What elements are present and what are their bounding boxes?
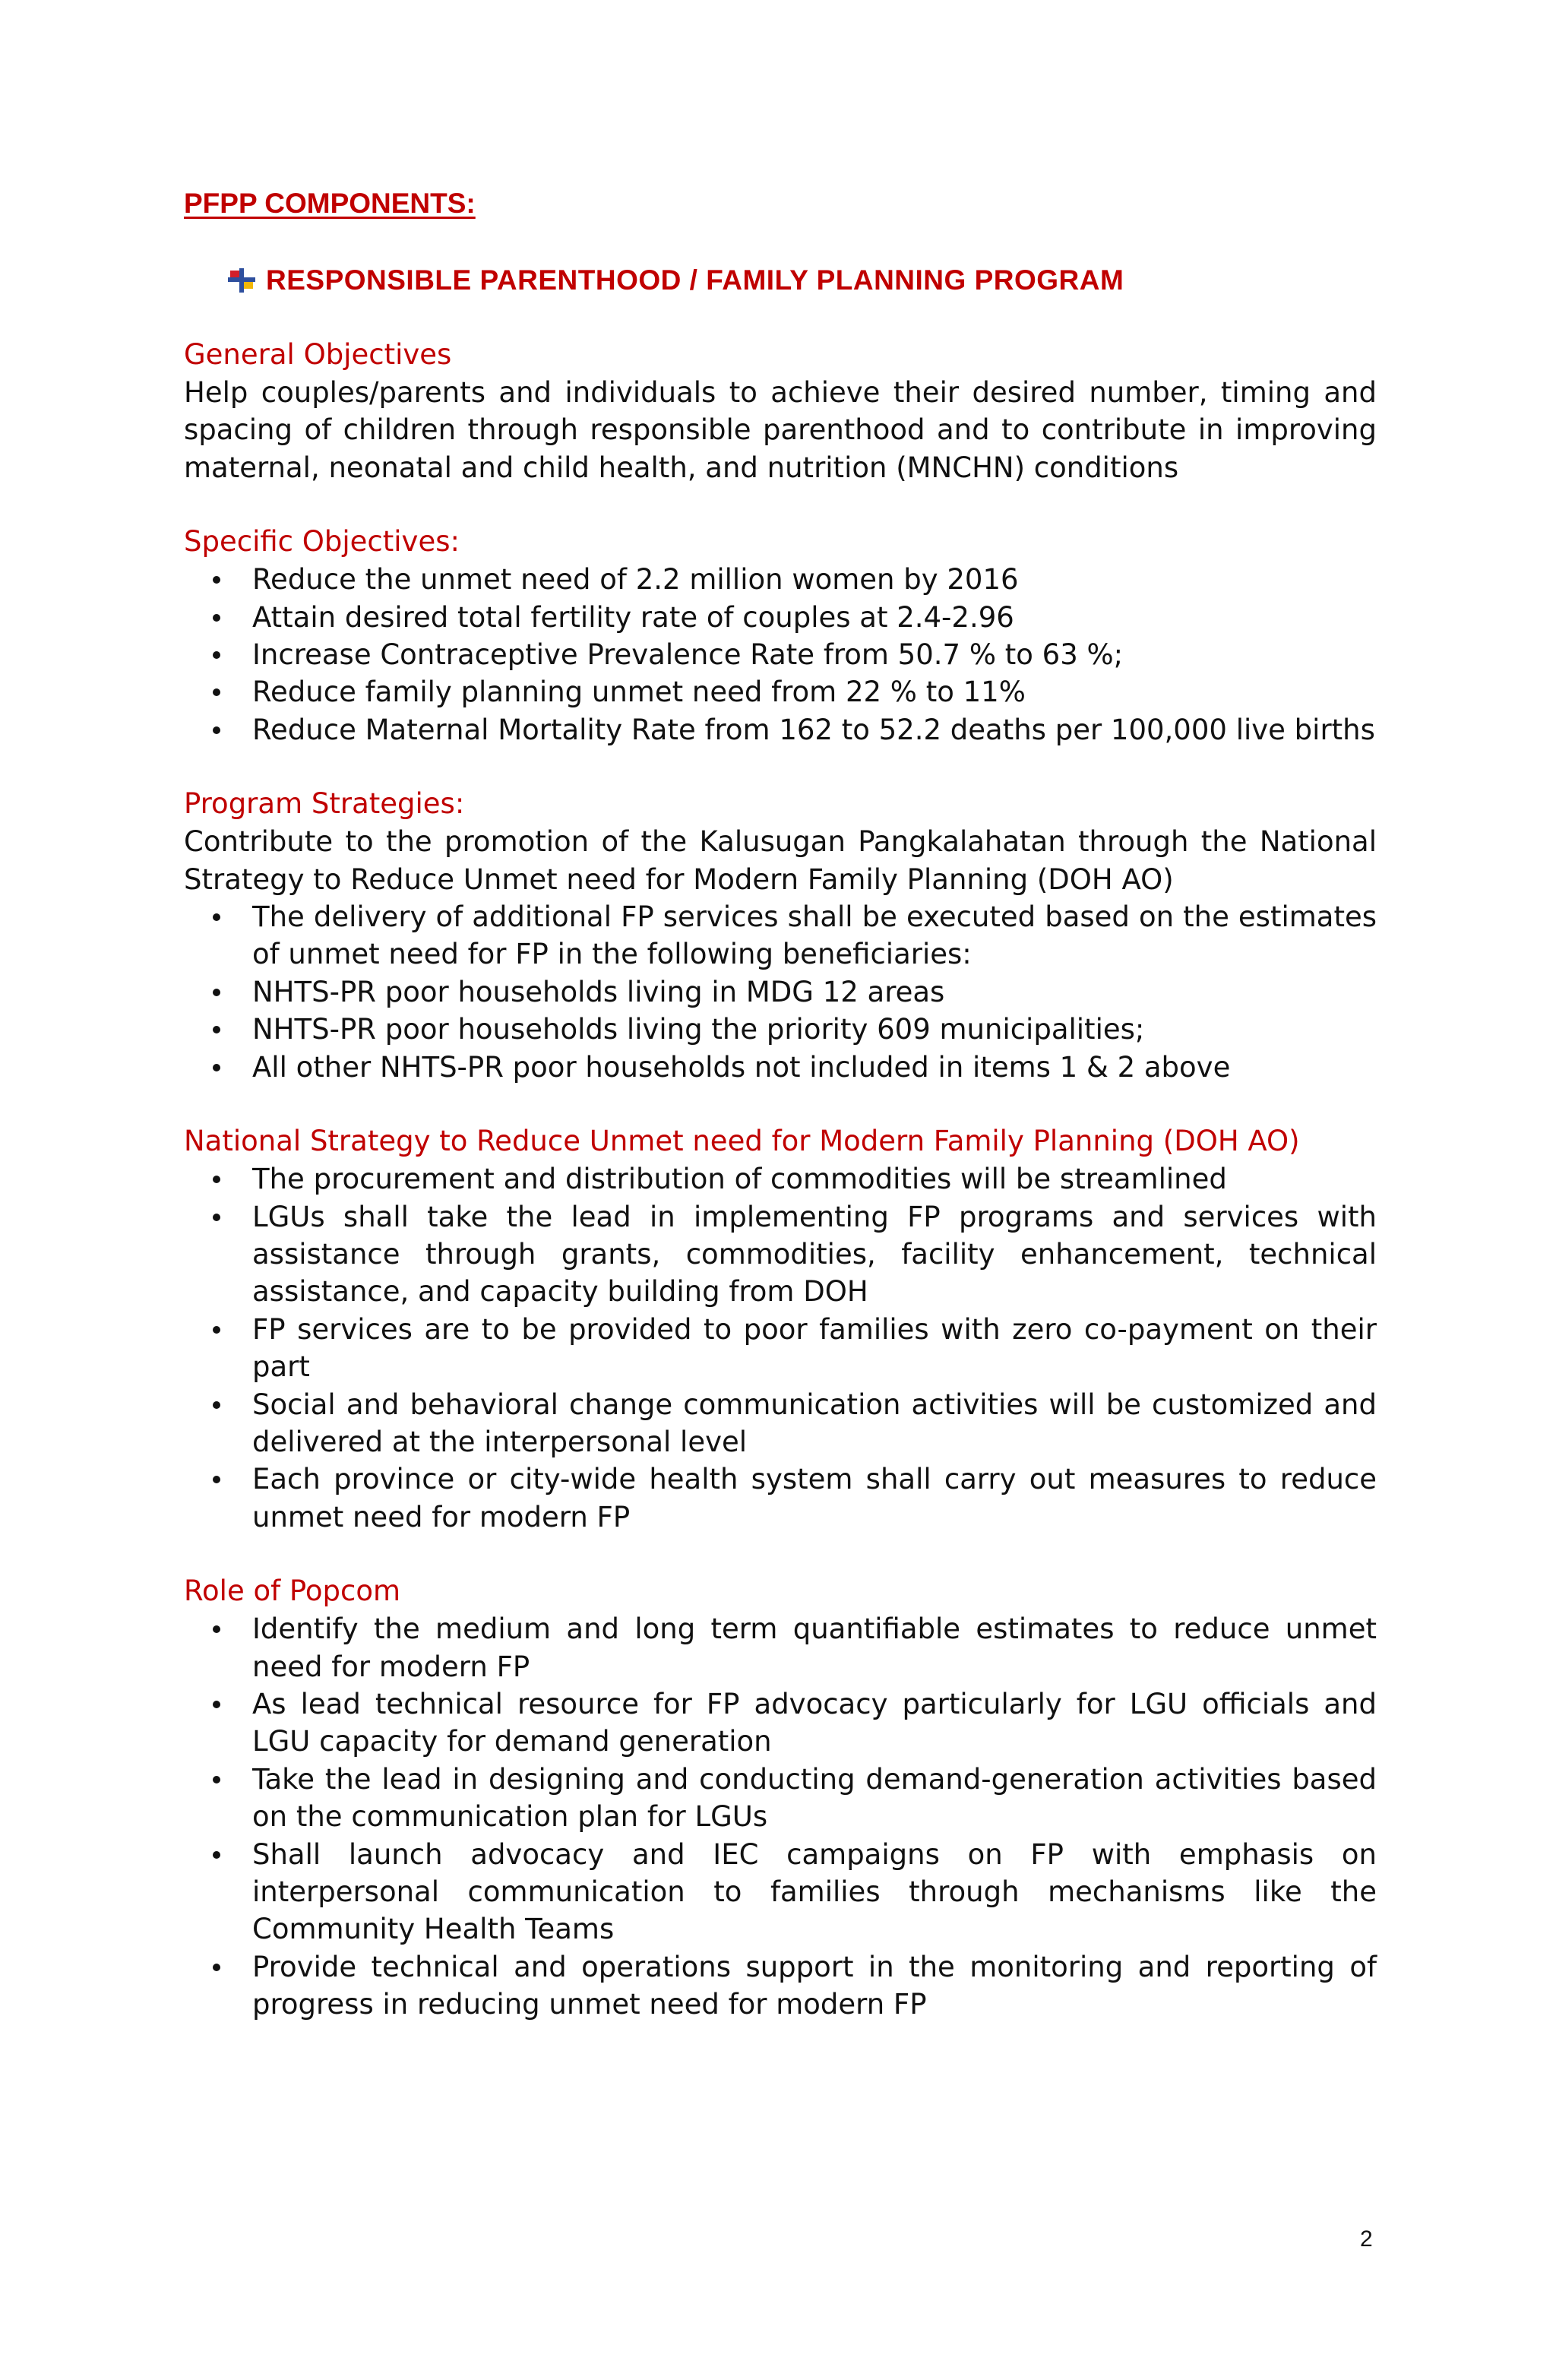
program-title: RESPONSIBLE PARENTHOOD / FAMILY PLANNING PROGRAM — [266, 264, 1124, 296]
list-item: Shall launch advocacy and IEC campaigns on FP with emphasis on interpersonal communication to families through mechanisms like the Community Health Teams — [252, 1836, 1377, 1948]
list-item: As lead technical resource for FP advocacy particularly for LGU officials and LGU capacity for demand generation — [252, 1685, 1377, 1761]
specific-objectives-heading: Specific Objectives: — [184, 525, 460, 559]
list-item: Reduce the unmet need of 2.2 million women by 2016 — [252, 561, 1377, 598]
list-item: Each province or city-wide health system shall carry out measures to reduce unmet need for modern FP — [252, 1461, 1377, 1536]
list-item: Increase Contraceptive Prevalence Rate from 50.7 % to 63 %; — [252, 636, 1377, 673]
list-item: LGUs shall take the lead in implementing FP programs and services with assistance through grants, commodities, facility enhancement, technical assistance, and capacity building from DOH — [252, 1198, 1377, 1311]
national-strategy-list — [184, 1160, 1377, 1536]
list-item: Reduce family planning unmet need from 22 % to 11% — [252, 673, 1377, 711]
list-item: Reduce Maternal Mortality Rate from 162 to 52.2 deaths per 100,000 live births — [252, 711, 1377, 748]
list-item: The delivery of additional FP services shall be executed based on the estimates of unmet need for FP in the following beneficiaries: — [252, 898, 1377, 973]
specific-objectives-list — [184, 561, 1377, 748]
main-heading: PFPP COMPONENTS: — [184, 188, 476, 219]
list-item: Provide technical and operations support in the monitoring and reporting of progress in reducing unmet need for modern FP — [252, 1948, 1377, 2024]
list-item: Take the lead in designing and conducting demand-generation activities based on the communication plan for LGUs — [252, 1761, 1377, 1836]
list-item: NHTS-PR poor households living in MDG 12 areas — [252, 973, 1377, 1011]
program-row — [228, 261, 1377, 299]
role-of-popcom-list — [184, 1610, 1377, 2023]
list-item: The procurement and distribution of commodities will be streamlined — [252, 1160, 1377, 1198]
bullet-flag-icon — [228, 268, 255, 293]
list-item: FP services are to be provided to poor families with zero co-payment on their part — [252, 1311, 1377, 1386]
program-strategies-text: Contribute to the promotion of the Kalusugan Pangkalahatan through the National Strategy to Reduce Unmet need for Modern Family Planning (DOH AO) — [184, 825, 1377, 896]
general-objectives-heading: General Objectives — [184, 338, 452, 371]
list-item: All other NHTS-PR poor households not included in items 1 & 2 above — [252, 1049, 1377, 1086]
program-strategies-heading: Program Strategies: — [184, 787, 465, 821]
page-number: 2 — [1360, 2227, 1373, 2252]
list-item: Attain desired total fertility rate of couples at 2.4-2.96 — [252, 599, 1377, 636]
program-strategies-list — [184, 898, 1377, 1086]
national-strategy-heading: National Strategy to Reduce Unmet need for Modern Family Planning (DOH AO) — [184, 1125, 1300, 1158]
general-objectives-text: Help couples/parents and individuals to achieve their desired number, timing and spacing of children through responsible parenthood and to contribute in improving maternal, neonatal and child health, and nutrition (MNCHN) conditions — [184, 376, 1377, 484]
list-item: Identify the medium and long term quantifiable estimates to reduce unmet need for modern FP — [252, 1610, 1377, 1685]
list-item: NHTS-PR poor households living the priority 609 municipalities; — [252, 1011, 1377, 1048]
list-item: Social and behavioral change communication activities will be customized and delivered at the interpersonal level — [252, 1386, 1377, 1461]
role-of-popcom-heading: Role of Popcom — [184, 1575, 401, 1608]
